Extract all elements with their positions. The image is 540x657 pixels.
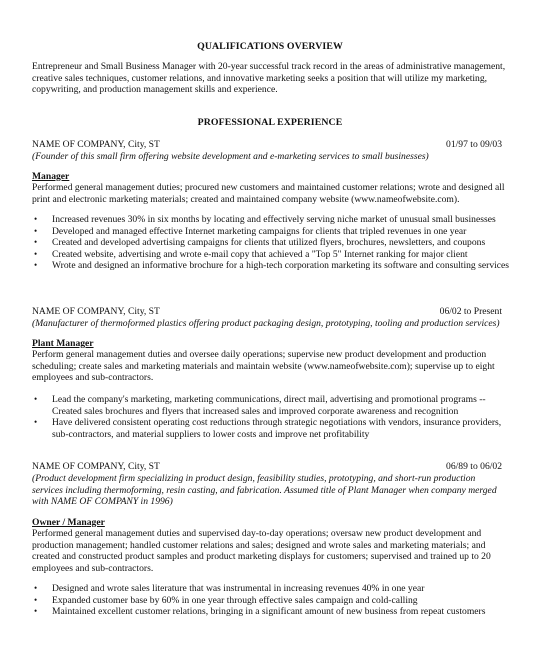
experience-heading: PROFESSIONAL EXPERIENCE	[197, 117, 343, 128]
job-dates: 06/02 to Present	[439, 306, 502, 317]
list-item: • Wrote and designed an informative brochure for a high-tech corporation marketing its software and consulting services	[34, 260, 510, 272]
job-header	[32, 139, 502, 151]
job-duties: Performed general management duties; procured new customers and maintained customer relations; wrote and designed all print and electronic marketing materials; created and maintained company website (www.nameofwebsite.com).	[32, 182, 505, 205]
qualifications-heading: QUALIFICATIONS OVERVIEW	[197, 41, 343, 52]
company-name: NAME OF COMPANY, City, ST	[32, 461, 160, 472]
achievement-list	[32, 394, 510, 440]
company-description: (Founder of this small firm offering website development and e-marketing services to small businesses)	[32, 151, 429, 162]
bullet-icon: •	[34, 583, 38, 593]
list-item: • Created website, advertising and wrote e-mail copy that achieved a "Top 5" Internet ranking for major client	[34, 248, 468, 260]
bullet-icon: •	[34, 594, 38, 605]
list-item: • Lead the company's marketing, marketing communications, direct mail, advertising and promotional programs -- Created sales brochures and flyers that increased sales and improved corporate awareness and recognition	[34, 394, 486, 417]
bullet-icon: •	[34, 417, 38, 428]
list-item: • Expanded customer base by 60% in one year through effective sales campaign and cold-calling	[34, 594, 418, 606]
bullet-icon: •	[34, 606, 38, 617]
bullet-icon: •	[34, 248, 38, 259]
job-title: Plant Manager	[32, 338, 94, 349]
bullet-icon: •	[34, 394, 38, 404]
job-header	[32, 306, 502, 318]
achievement-list	[32, 214, 510, 272]
bullet-icon: •	[34, 237, 38, 248]
job-duties: Perform general management duties and oversee daily operations; supervise new product development and production scheduling; create sales and marketing materials and maintain website (www.nameofwebsite.com); supervise up to eight employees and sub-contractors.	[32, 349, 495, 384]
list-item: • Developed and managed effective Internet marketing campaigns for clients that tripled revenues in one year	[34, 225, 467, 237]
company-name: NAME OF COMPANY, City, ST	[32, 306, 160, 317]
list-item: • Designed and wrote sales literature that was instrumental in increasing revenues 40% in one year	[34, 583, 425, 594]
company-name: NAME OF COMPANY, City, ST	[32, 139, 160, 150]
bullet-icon: •	[34, 225, 38, 236]
list-item: • Increased revenues 30% in six months by locating and effectively serving niche market of unusual small businesses	[34, 214, 496, 225]
job-title: Manager	[32, 171, 70, 182]
list-item: • Maintained excellent customer relations, bringing in a significant amount of new business from repeat customers	[34, 606, 486, 618]
bullet-icon: •	[34, 214, 38, 224]
company-description: (Product development firm specializing in product design, feasibility studies, prototyping, and short-run production services including thermoforming, resin casting, and fabrication. Assumed title of Plant Manager when company merged with NAME OF COMPANY in 1996)	[32, 473, 497, 508]
qualifications-summary: Entrepreneur and Small Business Manager with 20-year successful track record in the areas of administrative management, creative sales techniques, customer relations, and innovative marketing seeks a position that will utilize my marketing, copywriting, and production management skills and experience.	[32, 61, 506, 96]
list-item: • Created and developed advertising campaigns for clients that utilized flyers, brochures, newsletters, and coupons	[34, 237, 486, 249]
company-description: (Manufacturer of thermoformed plastics offering product packaging design, prototyping, tooling and production services)	[32, 318, 500, 329]
job-header	[32, 461, 502, 473]
job-duties: Performed general management duties and supervised day-to-day operations; oversaw new product development and production management; handled customer relations and sales; designed and wrote sales and marketing materials; and created and constructed product samples and product marketing displays for customers; supervised and trained up to 20 employees and sub-contractors.	[32, 528, 491, 574]
achievement-list	[32, 583, 510, 618]
list-item: • Have delivered consistent operating cost reductions through strategic negotiations with vendors, insurance providers, sub-contractors, and material suppliers to lower costs and improve net profitability	[34, 417, 502, 440]
job-dates: 01/97 to 09/03	[446, 139, 502, 150]
job-dates: 06/89 to 06/02	[446, 461, 502, 472]
job-title: Owner / Manager	[32, 517, 105, 528]
bullet-icon: •	[34, 260, 38, 271]
